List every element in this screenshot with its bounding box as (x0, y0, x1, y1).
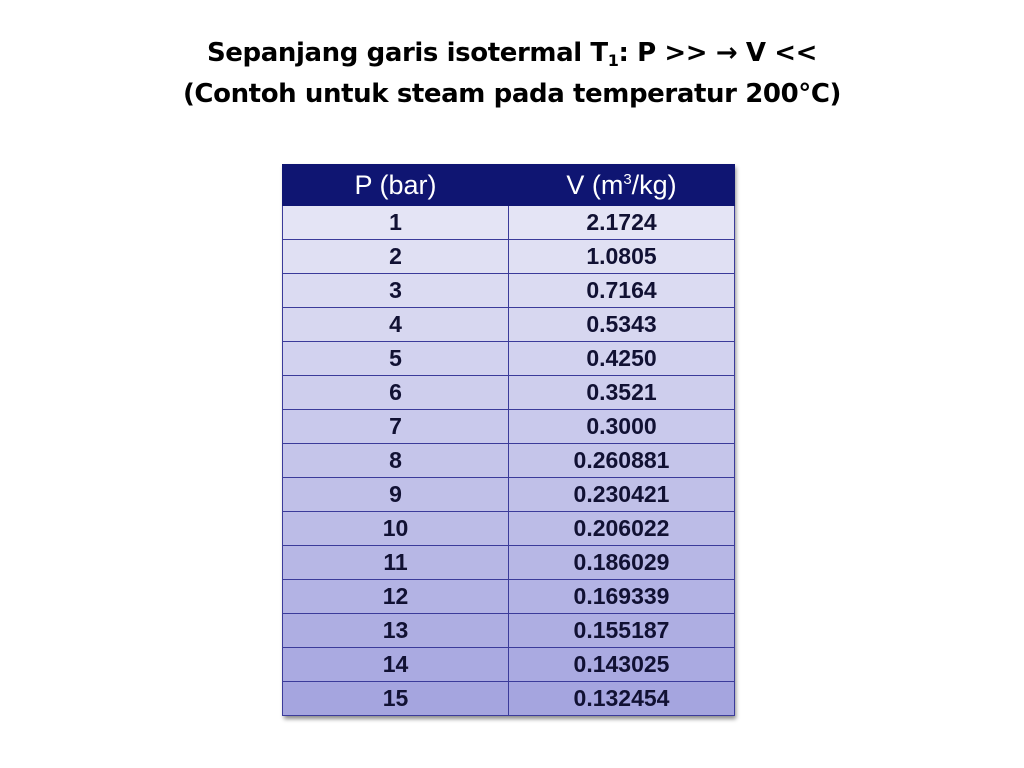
header-volume-unit: /kg) (631, 169, 677, 200)
cell-pressure: 13 (283, 614, 509, 648)
cell-pressure: 2 (283, 240, 509, 274)
table-row (283, 240, 735, 274)
header-volume (509, 165, 735, 206)
cell-volume: 0.7164 (509, 274, 735, 308)
cell-pressure: 3 (283, 274, 509, 308)
table-row (283, 376, 735, 410)
cell-volume: 0.186029 (509, 546, 735, 580)
cell-volume: 2.1724 (509, 206, 735, 240)
cell-volume: 0.143025 (509, 648, 735, 682)
table-row (283, 410, 735, 444)
table-row (283, 342, 735, 376)
title-line-2: (Contoh untuk steam pada temperatur 200°C) (182, 79, 842, 109)
cell-pressure: 1 (283, 206, 509, 240)
cell-volume: 1.0805 (509, 240, 735, 274)
cell-pressure: 9 (283, 478, 509, 512)
header-volume-superscript: 3 (623, 170, 632, 188)
pressure-volume-table (282, 164, 735, 716)
slide-title (0, 33, 1024, 115)
header-volume-text: V (m (566, 169, 624, 200)
table-body (283, 206, 735, 716)
cell-pressure: 7 (283, 410, 509, 444)
cell-pressure: 8 (283, 444, 509, 478)
title-subscript: 1 (607, 51, 619, 70)
table-header-row (283, 165, 735, 206)
cell-volume: 0.260881 (509, 444, 735, 478)
title-line-1-text: Sepanjang garis isotermal T (206, 38, 608, 68)
cell-volume: 0.4250 (509, 342, 735, 376)
cell-pressure: 14 (283, 648, 509, 682)
table-row (283, 648, 735, 682)
cell-volume: 0.3000 (509, 410, 735, 444)
title-line-1 (0, 33, 1024, 74)
cell-volume: 0.230421 (509, 478, 735, 512)
header-pressure: P (bar) (283, 165, 509, 206)
table-row (283, 682, 735, 716)
cell-volume: 0.132454 (509, 682, 735, 716)
table-row (283, 308, 735, 342)
table-row (283, 478, 735, 512)
cell-pressure: 11 (283, 546, 509, 580)
table-row (283, 206, 735, 240)
cell-pressure: 5 (283, 342, 509, 376)
cell-pressure: 10 (283, 512, 509, 546)
table-row (283, 546, 735, 580)
table-row (283, 580, 735, 614)
cell-volume: 0.3521 (509, 376, 735, 410)
cell-volume: 0.169339 (509, 580, 735, 614)
table-row (283, 274, 735, 308)
cell-pressure: 4 (283, 308, 509, 342)
cell-volume: 0.206022 (509, 512, 735, 546)
cell-pressure: 15 (283, 682, 509, 716)
cell-pressure: 12 (283, 580, 509, 614)
cell-volume: 0.155187 (509, 614, 735, 648)
title-line-1-rest: : P >> → V << (618, 38, 818, 68)
cell-volume: 0.5343 (509, 308, 735, 342)
table-row (283, 614, 735, 648)
data-table-container (282, 164, 734, 716)
table-row (283, 444, 735, 478)
table-row (283, 512, 735, 546)
cell-pressure: 6 (283, 376, 509, 410)
